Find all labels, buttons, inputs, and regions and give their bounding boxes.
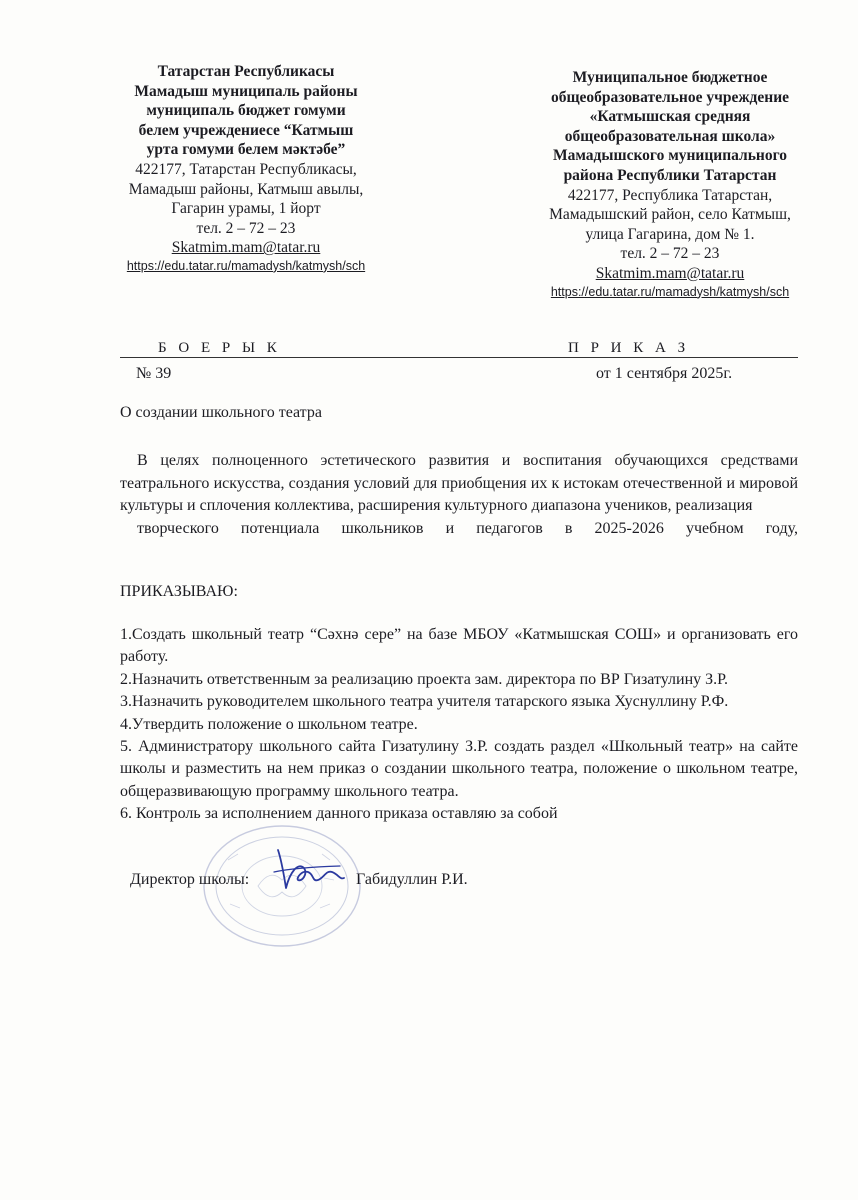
header-right-bold-line: района Республики Татарстан	[563, 166, 777, 184]
order-heading: ПРИКАЗЫВАЮ:	[120, 583, 238, 600]
order-date: от 1 сентября 2025г.	[596, 365, 733, 382]
signature-label: Директор школы:	[130, 871, 250, 888]
header-right-bold-line: «Катмышская средняя	[589, 108, 751, 126]
header-right-address-line: 422177, Республика Татарстан,	[567, 186, 773, 204]
header-left-bold-line: Мамадыш муниципаль районы	[134, 82, 358, 100]
header-right-phone: тел. 2 – 72 – 23	[620, 245, 720, 263]
header-left-address-line: Мамадыш районы, Катмыш авылы,	[128, 180, 364, 198]
header-left-email-link[interactable]: Skatmim.mam@tatar.ru	[171, 239, 321, 257]
order-items-list	[120, 624, 798, 826]
order-subject: О создании школьного театра	[120, 404, 322, 421]
header-left-phone: тел. 2 – 72 – 23	[196, 219, 296, 237]
header-divider	[120, 357, 798, 358]
order-item: 1.Создать школьный театр “Сәхнә сере” на базе МБОУ «Катмышская СОШ» и организовать его работу.	[120, 626, 798, 666]
header-left-bold-line: белем учреждениесе “Катмыш	[138, 121, 354, 139]
header-left	[108, 62, 384, 275]
header-right-url-link[interactable]: https://edu.tatar.ru/mamadysh/katmysh/sch	[550, 284, 790, 299]
doc-title-russian: П Р И К А З	[568, 340, 690, 356]
header-right-address-line: улица Гагарина, дом № 1.	[585, 225, 755, 243]
header-left-url-link[interactable]: https://edu.tatar.ru/mamadysh/katmysh/sch	[126, 258, 366, 273]
header-right	[522, 68, 818, 301]
intro-text: В целях полноценного эстетического развития и воспитания обучающихся средствами театрального искусства, создания условий для приобщения их к истокам отечественной и мировой культуры и сплочения коллектива, расширения культурного диапазона учеников, реализация	[120, 452, 798, 515]
order-item: 2.Назначить ответственным за реализацию проекта зам. директора по ВР Гизатулину З.Р.	[120, 670, 729, 688]
director-signature-icon	[268, 842, 348, 894]
order-item: 6. Контроль за исполнением данного приказа оставляю за собой	[120, 805, 558, 823]
signature-name: Габидуллин Р.И.	[356, 871, 468, 888]
header-right-address-line: Мамадышский район, село Катмыш,	[549, 206, 791, 224]
order-item: 4.Утвердить положение о школьном театре.	[120, 715, 418, 733]
intro-paragraph	[120, 450, 798, 540]
header-right-bold-line: Муниципальное бюджетное	[572, 69, 768, 86]
header-left-address-line: Гагарин урамы, 1 йорт	[171, 200, 321, 218]
intro-last-line: творческого потенциала школьников и педагогов в 2025-2026 учебном году,	[137, 519, 798, 537]
header-right-email-link[interactable]: Skatmim.mam@tatar.ru	[595, 264, 745, 282]
header-left-bold-line: Татарстан Республикасы	[157, 63, 335, 80]
header-right-bold-line: Мамадышского муниципального	[552, 147, 788, 165]
header-left-bold-line: урта гомуми белем мәктәбе”	[146, 141, 346, 159]
header-left-bold-line: муниципаль бюджет гомуми	[146, 102, 346, 120]
order-item: 5. Администратору школьного сайта Гизатулину З.Р. создать раздел «Школьный театр» на сайте школы и разместить на нем приказ о создании школьного театра, положение о школьном театре, общеразвивающую программу школьного театра.	[120, 738, 798, 800]
header-left-address-line: 422177, Татарстан Республикасы,	[135, 160, 357, 178]
doc-title-tatar: Б О Е Р Ы К	[158, 340, 281, 356]
order-number: № 39	[136, 365, 172, 382]
header-right-bold-line: общеобразовательное учреждение	[550, 88, 790, 106]
header-right-bold-line: общеобразовательная школа»	[564, 127, 776, 145]
order-item: 3.Назначить руководителем школьного театра учителя татарского языка Хуснуллину Р.Ф.	[120, 693, 729, 711]
